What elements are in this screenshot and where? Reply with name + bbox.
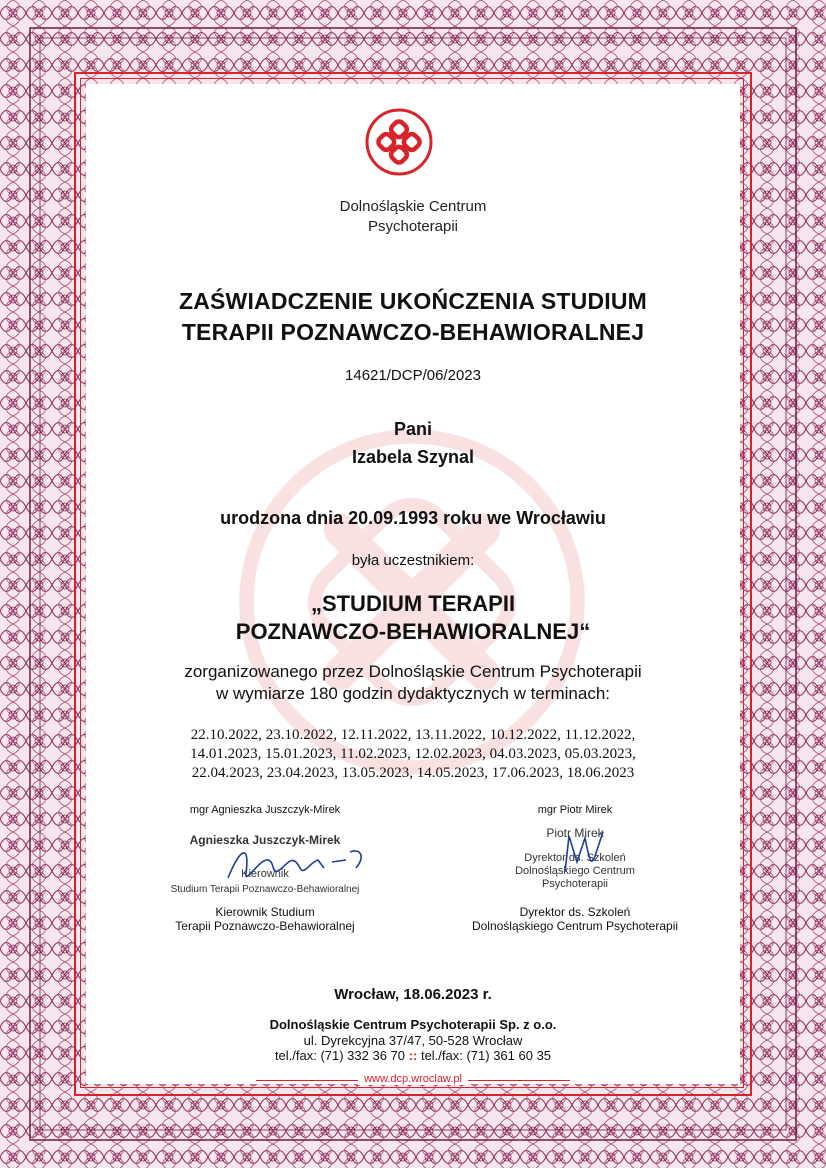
organized-line2: w wymiarze 180 godzin dydaktycznych w terminach: — [216, 684, 610, 703]
left-printed-name: mgr Agnieszka Juszczyk-Mirek — [189, 804, 341, 816]
right-stamp-name: Piotr Mirek — [546, 826, 604, 840]
left-stamp-role: Kierownik — [241, 868, 289, 880]
title-line2: TERAPII POZNAWCZO-BEHAWIORALNEJ — [181, 319, 645, 345]
course-title — [86, 590, 740, 646]
website-wrap — [86, 1073, 740, 1085]
right-stamp-unit1: Dolnośląskiego Centrum — [515, 865, 635, 877]
organized-line1: zorganizowanego przez Dolnośląskie Centrum Psychoterapii — [184, 662, 642, 681]
course-line1: „STUDIUM TERAPII — [310, 591, 516, 616]
company-phones — [86, 1048, 740, 1063]
dates-line3: 22.04.2023, 23.04.2023, 13.05.2023, 14.05.2023, 17.06.2023, 18.06.2023 — [191, 765, 635, 781]
certificate-title — [86, 286, 740, 348]
left-signature-scribble — [220, 838, 370, 890]
website-link[interactable]: www.dcp.wroclaw.pl — [358, 1073, 468, 1085]
website-bar — [86, 1070, 740, 1090]
left-role — [160, 905, 370, 933]
right-stamp-role: Dyrektor ds. Szkoleń — [524, 852, 626, 864]
birth-line: urodzona dnia 20.09.1993 roku we Wrocławiu — [220, 508, 606, 528]
organized-by — [86, 661, 740, 705]
phone-separator: :: — [408, 1048, 418, 1063]
certificate-number: 14621/DCP/06/2023 — [345, 367, 481, 384]
course-dates — [86, 726, 740, 783]
recipient-name: Izabela Szynal — [351, 447, 475, 467]
company-name: Dolnośląskie Centrum Psychoterapii Sp. z o.o. — [269, 1017, 557, 1032]
title-line1: ZAŚWIADCZENIE UKOŃCZENIA STUDIUM — [178, 288, 648, 314]
place-date: Wrocław, 18.06.2023 r. — [334, 986, 492, 1003]
dates-line2: 14.01.2023, 15.01.2023, 11.02.2023, 12.02.2023, 04.03.2023, 05.03.2023, — [190, 746, 636, 762]
left-stamp-name: Agnieszka Juszczyk-Mirek — [189, 833, 341, 847]
organization-logo — [365, 108, 433, 176]
right-role-line1: Dyrektor ds. Szkoleń — [519, 905, 631, 919]
left-role-line1: Kierownik Studium — [215, 905, 315, 919]
right-role-line2: Dolnośląskiego Centrum Psychoterapii — [471, 919, 679, 933]
salutation: Pani — [393, 419, 432, 439]
company-address: ul. Dyrekcyjna 37/47, 50-528 Wrocław — [303, 1033, 523, 1048]
left-role-line2: Terapii Poznawczo-Behawioralnej — [175, 919, 355, 933]
left-stamp-unit: Studium Terapii Poznawczo-Behawioralnej — [170, 884, 360, 895]
org-name-line1: Dolnośląskie Centrum — [339, 198, 487, 215]
right-role — [450, 905, 700, 933]
phone-2: tel./fax: (71) 361 60 35 — [420, 1048, 552, 1063]
phone-1: tel./fax: (71) 332 36 70 — [274, 1048, 406, 1063]
right-stamp-unit2: Psychoterapii — [541, 878, 609, 890]
right-printed-name: mgr Piotr Mirek — [537, 804, 613, 816]
right-signature-scribble — [555, 828, 615, 878]
dates-line1: 22.10.2022, 23.10.2022, 12.11.2022, 13.11.2022, 10.12.2022, 11.12.2022, — [190, 727, 636, 743]
participant-line: była uczestnikiem: — [351, 552, 475, 569]
course-line2: POZNAWCZO-BEHAWIORALNEJ“ — [235, 619, 591, 644]
org-name-line2: Psychoterapii — [367, 218, 459, 235]
